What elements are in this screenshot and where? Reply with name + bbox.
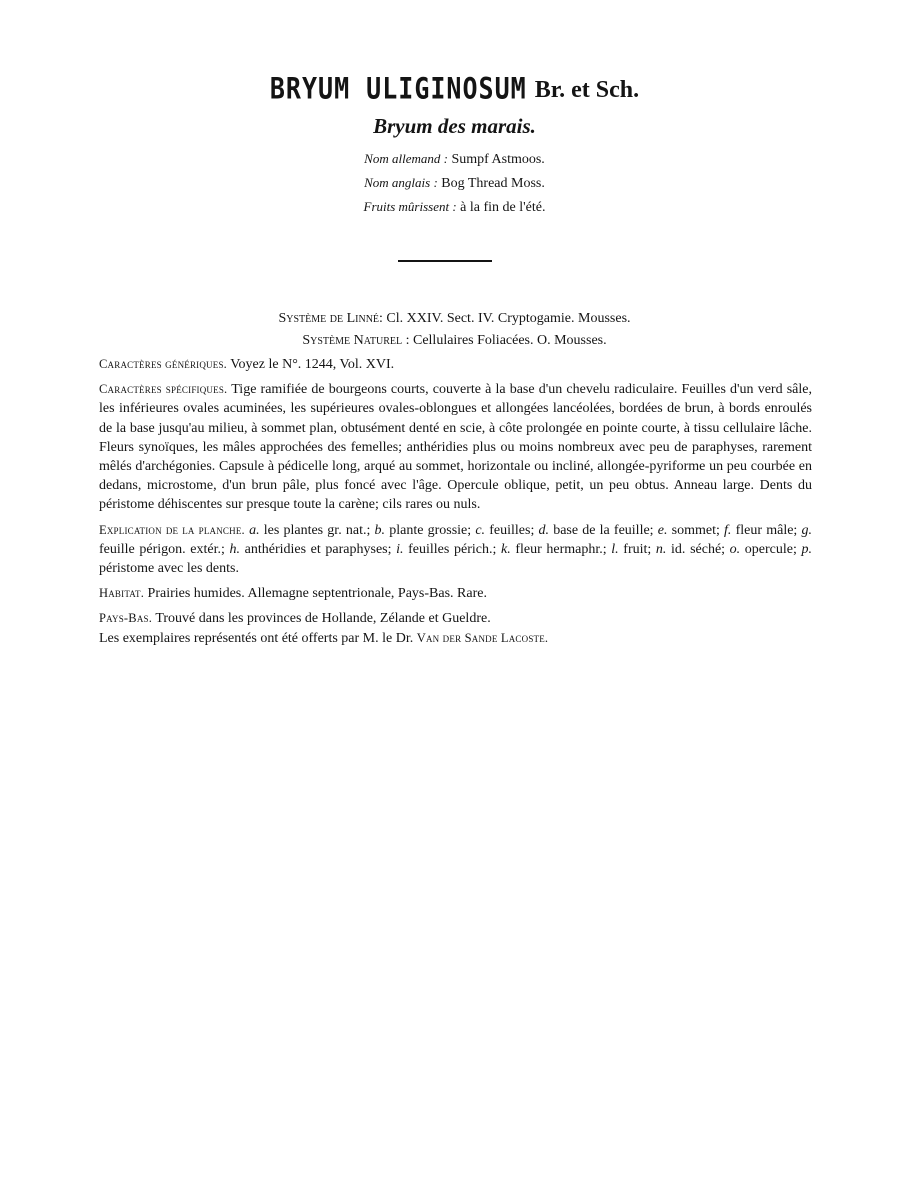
explication-text: fleur hermaphr.; [510, 541, 612, 557]
section-text: Trouvé dans les provinces de Hollande, Zélande et Gueldre. [155, 611, 491, 627]
name-row-fruits [0, 195, 909, 219]
systeme-naturel-label: Système Naturel [302, 333, 403, 348]
name-label: Fruits mûrissent : [363, 199, 457, 214]
name-label: Nom allemand : [364, 151, 448, 166]
explication-key: p. [801, 541, 813, 557]
section-text: Les exemplaires représentés ont été offerts par M. le Dr. [99, 630, 414, 646]
explication-key: l. [611, 541, 619, 557]
explication-text: péristome avec les dents. [99, 561, 239, 577]
section-label: Explication de la planche. [99, 522, 245, 537]
explication-key: d. [538, 522, 550, 538]
explication-key: c. [475, 522, 486, 538]
section-text: Prairies humides. Allemagne septentrionale, Pays-Bas. Rare. [147, 586, 487, 602]
explication-text: sommet; [667, 522, 725, 538]
explication-key: g. [801, 522, 812, 538]
species-title [0, 71, 909, 106]
section-text: Tige ramifiée de bourgeons courts, couverte à la base d'un chevelu radiculaire. Feuilles d'un verd sâle, les inférieures ovales acuminées, les supérieures ovales-oblongues et allongées lancéolées, bordées de brun, à bords enroulés de la base jusqu'au milieu, à sommet plan, obtusément denté en scie, à côte prolongée en pointe courte, à tissu cellulaire lâche. Fleurs synoïques, les mâles approchées des femelles; anthéridies plus ou moins nombreux avec peu de paraphyses, rarement mêlés d'archégonies. Capsule à pédicelle long, arqué au sommet, horizontale ou incliné, allongée-pyriforme un peu courbée en dedans, microstome, d'un brun pâle, plus foncé avec l'âge. Opercule oblique, petit, un peu obtus. Anneau large. Dents du péristome déhiscentes sur presque toute la carène; cils rares ou nuls. [99, 382, 812, 513]
explication-key: i. [396, 541, 404, 557]
explication-planche [99, 521, 812, 579]
description-body [99, 355, 812, 654]
species-author: Br. et Sch. [534, 77, 640, 103]
systeme-linne-label: Système de Linné [278, 311, 380, 326]
pays-bas [99, 609, 812, 628]
name-value: Bog Thread Moss. [441, 176, 545, 191]
name-label: Nom anglais : [364, 175, 438, 190]
explication-text: feuilles; [485, 522, 539, 538]
explication-text: plante grossie; [385, 522, 476, 538]
explication-key: n. [655, 541, 667, 557]
name-row-english [0, 171, 909, 195]
caracteres-specifiques [99, 380, 812, 514]
french-name: Bryum des marais. [373, 114, 536, 138]
explication-key: o. [729, 541, 741, 557]
explication-key: e. [657, 522, 668, 538]
systeme-naturel-value: Cellulaires Foliacées. O. Mousses. [412, 333, 607, 348]
explication-key: b. [374, 522, 386, 538]
systeme-linne-value: Cl. XXIV. Sect. IV. Cryptogamie. Mousses. [386, 311, 631, 326]
explication-text: anthéridies et paraphyses; [240, 541, 397, 557]
section-label: Habitat. [99, 586, 145, 601]
name-value: Sumpf Astmoos. [451, 152, 545, 167]
caracteres-generiques [99, 355, 812, 374]
explication-key: f. [724, 522, 732, 538]
common-names [0, 147, 909, 219]
section-text: Voyez le N°. 1244, Vol. XVI. [230, 357, 395, 372]
explication-key: a. [249, 522, 260, 538]
name-row-german [0, 147, 909, 171]
explication-text: fruit; [618, 541, 656, 557]
exemplaires [99, 629, 812, 648]
section-label: Caractères spécifiques. [99, 382, 228, 397]
explication-text: base de la feuille; [549, 522, 658, 538]
explication-text: fleur mâle; [731, 522, 802, 538]
explication-text: feuille périgon. extér.; [99, 541, 230, 557]
systeme-linne: Système de Linné: Cl. XXIV. Sect. IV. Cryptogamie. Mousses. [278, 311, 631, 326]
explication-text: les plantes gr. nat.; [259, 522, 375, 538]
habitat [99, 584, 812, 603]
name-value: à la fin de l'été. [460, 200, 546, 215]
explication-text: opercule; [740, 541, 802, 557]
section-label: Pays-Bas. [99, 611, 153, 626]
explication-key: h. [229, 541, 240, 557]
systeme-naturel: Système Naturel : Cellulaires Foliacées. O. Mousses. [302, 333, 607, 348]
separator-rule [398, 260, 492, 262]
explication-text: id. séché; [666, 541, 730, 557]
donor-name: Van der Sande Lacoste. [416, 630, 549, 645]
explication-key: k. [500, 541, 511, 557]
species-name: BRYUM ULIGINOSUM [269, 71, 527, 106]
section-label: Caractères génériques. [99, 357, 227, 371]
explication-text: feuilles périch.; [403, 541, 501, 557]
